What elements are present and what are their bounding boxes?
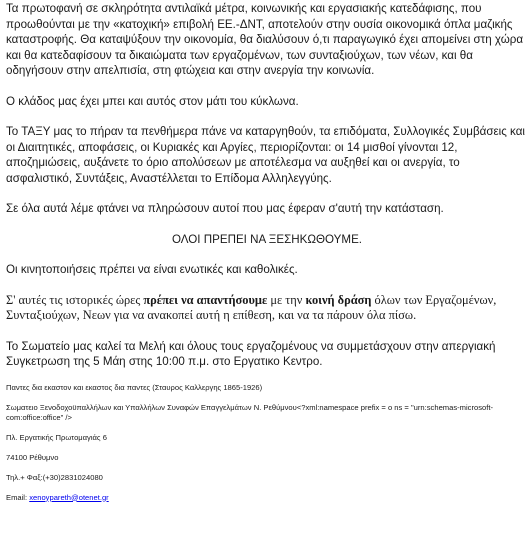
footer-union-name: Σωματειο Ξενοδοχοϋπαλλήλων και Υπαλλήλων Συναφών Επαγγελμάτων Ν. Ρεθύμνου<?xml:namespace prefix = o ns = "urn:schemas-microsoft-com:office:office" />	[6, 402, 494, 422]
paragraph-intro: Τα πρωτοφανή σε σκληρότητα αντιλαϊκά μέτρα, κοινωνικής και εργασιακής κατεδάφισης, που προωθούνται με την «κατοχική» επιβολή ΕΕ.-ΔΝΤ, αποτελούν στην ουσία οικονομικά όπλα μαζικής καταστροφής. Θα καταψύξουν την οικονομία, θα διαλύσουν ό,τι παραγωγικό έχει απομείνει στη χώρα και θα κατεδαφίσουν τα δικαιώματα των εργαζομένων, των συνταξιούχων, των νέων, και θα οδηγήσουν στην απελπισία, στη φτώχεια και στην ανεργία την κοινωνία.	[6, 2, 524, 77]
paragraph-slogan: ΟΛΟΙ ΠΡΕΠΕΙ ΝΑ ΞΕΣΗΚΩΘΟΥΜΕ.	[171, 232, 363, 246]
footer-phone: Τηλ.+ Φαξ:(+30)2831024080	[6, 472, 103, 482]
paragraph-sector: Ο κλάδος μας έχει μπει και αυτός στον μάτι του κύκλωνα.	[6, 94, 299, 108]
joint-action-text-1: Σ' αυτές τις ιστορικές ώρες	[6, 292, 144, 307]
paragraph-enough: Σε όλα αυτά λέμε φτάνει να πληρώσουν αυτοί που μας έφεραν σ'αυτή την κατάσταση.	[6, 202, 444, 215]
footer-address-city: 74100 Ρέθυμνο	[6, 452, 59, 462]
joint-action-bold-2: κοινή δράση	[305, 292, 372, 307]
joint-action-text-3: όλων των Εργαζομένων, Συνταξιούχων, Νεων για να ανακοπεί αυτή η επίθεση, και να τα πάρουν όλα πίσω.	[6, 292, 497, 322]
document-body	[6, 0, 528, 503]
footer-motto: Παντες δια εκαστον και εκαστος δια παντες (Σταυρος Καλλεργης 1865-1926)	[6, 382, 263, 392]
footer-address-street: Πλ. Εργατικής Πρωτομαγιάς 6	[6, 432, 107, 442]
footer-email-link[interactable]: xenoypareth@otenet.gr	[29, 492, 109, 502]
footer-email-line	[6, 493, 528, 503]
footer-email-label: Email:	[6, 492, 30, 502]
paragraph-measures: Το ΤΑΞΥ μας το πήραν τα πενθήμερα πάνε να καταργηθούν, τα επιδόματα, Συλλογικές Συμβάσεις και οι Διαιτητικές, αποφάσεις, οι Κυριακές και Αργίες, περιορίζονται: οι 14 μισθοί γίνονται 12, αποζημιώσεις, αυξάνετε το όριο απολύσεων με αποτέλεσμα να αυξηθεί και οι ανεργία, το ασφαλιστικό, Συντάξεις, Αναστέλλεται το Επίδομα Αλληλεγγύης.	[6, 125, 525, 185]
joint-action-bold-1: πρέπει να απαντήσουμε	[143, 292, 268, 307]
paragraph-mobilizations: Οι κινητοποιήσεις πρέπει να είναι ενωτικές και καθολικές.	[6, 263, 298, 276]
joint-action-text-2: με την	[267, 292, 306, 307]
paragraph-joint-action	[6, 293, 528, 324]
paragraph-call-to-rally: Το Σωματείο μας καλεί τα Μελή και όλους τους εργαζομένους να συμμετάσχουν στην απεργιακή Συγκετρωση της 5 Μάη στης 10:00 π.μ. στο Εργατικο Κεντρο.	[6, 339, 496, 368]
